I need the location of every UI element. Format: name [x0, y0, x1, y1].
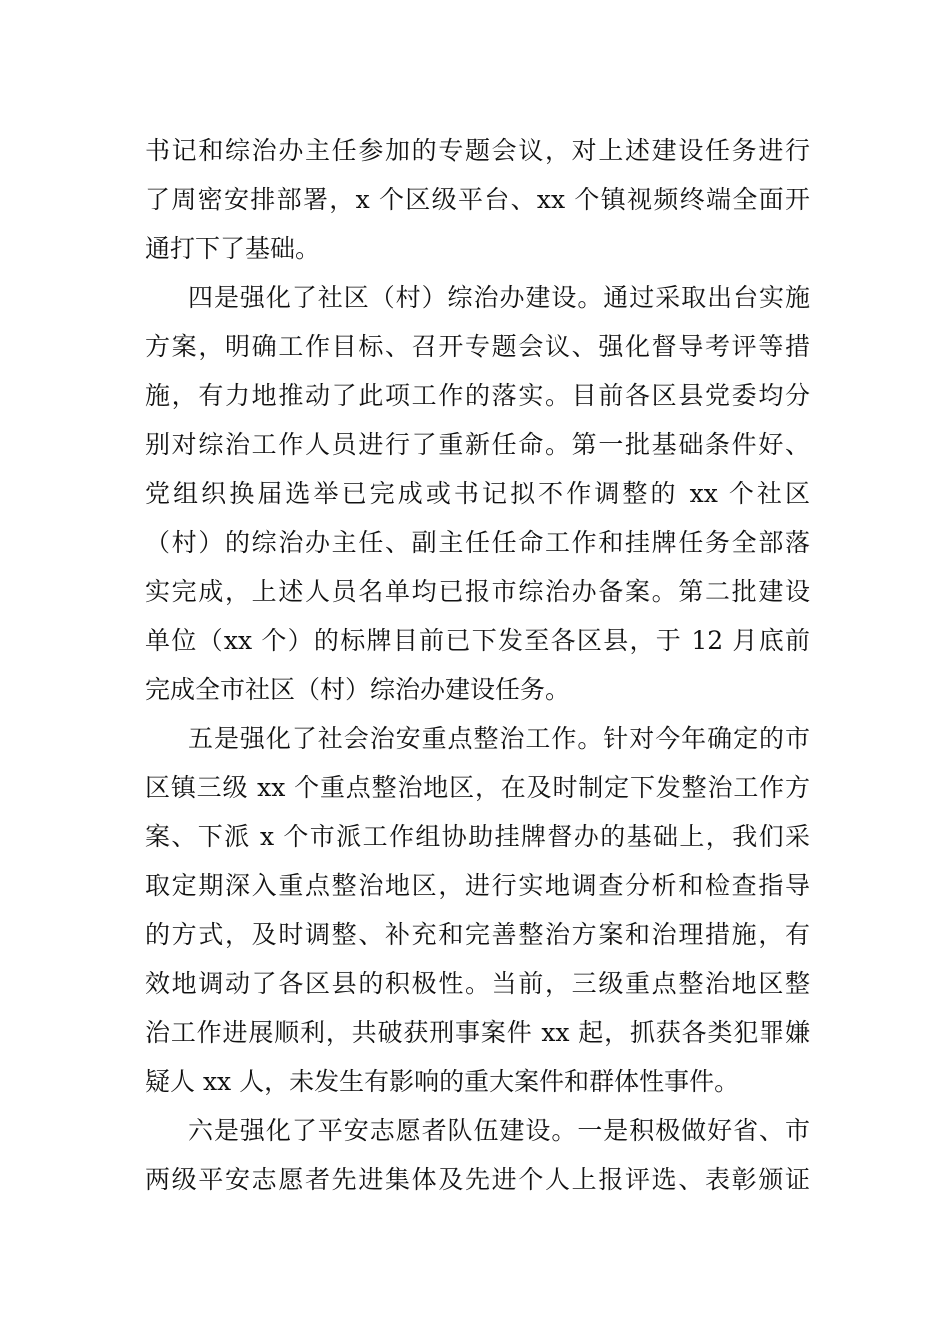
text-line: 区镇三级 xx 个重点整治地区，在及时制定下发整治工作方: [145, 773, 810, 802]
document-body: [145, 126, 810, 1204]
text-line: 方案，明确工作目标、召开专题会议、强化督导考评等措: [145, 332, 810, 361]
paragraph-four: [145, 273, 810, 714]
text-line: 施，有力地推动了此项工作的落实。目前各区县党委均分: [145, 381, 810, 410]
paragraph-continued: [145, 126, 810, 273]
text-line: 实完成，上述人员名单均已报市综治办备案。第二批建设: [145, 577, 810, 606]
text-line: 两级平安志愿者先进集体及先进个人上报评选、表彰颁证: [145, 1165, 810, 1194]
paragraph-five: [145, 714, 810, 1106]
text-line: 党组织换届选举已完成或书记拟不作调整的 xx 个社区: [145, 479, 811, 508]
text-line: 的方式，及时调整、补充和完善整治方案和治理措施，有: [145, 920, 810, 949]
text-line: 取定期深入重点整治地区，进行实地调查分析和检查指导: [145, 871, 810, 900]
text-line: 完成全市社区（村）综治办建设任务。: [145, 675, 571, 704]
text-line: （村）的综治办主任、副主任任命工作和挂牌任务全部落: [145, 528, 810, 557]
text-line: 疑人 xx 人，未发生有影响的重大案件和群体性事件。: [145, 1067, 740, 1096]
text-line: 五是强化了社会治安重点整治工作。针对今年确定的市: [188, 724, 810, 753]
text-line: 了周密安排部署，x 个区级平台、xx 个镇视频终端全面开: [145, 185, 810, 214]
text-line: 别对综治工作人员进行了重新任命。第一批基础条件好、: [145, 430, 810, 459]
text-line: 通打下了基础。: [145, 234, 321, 263]
text-line: 书记和综治办主任参加的专题会议，对上述建设任务进行: [145, 136, 810, 165]
paragraph-six: [145, 1106, 810, 1204]
text-line: 四是强化了社区（村）综治办建设。通过采取出台实施: [188, 283, 810, 312]
text-line: 单位（xx 个）的标牌目前已下发至各区县，于 12 月底前: [145, 626, 810, 655]
text-line: 效地调动了各区县的积极性。当前，三级重点整治地区整: [145, 969, 810, 998]
text-line: 治工作进展顺利，共破获刑事案件 xx 起，抓获各类犯罪嫌: [145, 1018, 810, 1047]
text-line: 案、下派 x 个市派工作组协助挂牌督办的基础上，我们采: [145, 822, 810, 851]
text-line: 六是强化了平安志愿者队伍建设。一是积极做好省、市: [188, 1116, 810, 1145]
